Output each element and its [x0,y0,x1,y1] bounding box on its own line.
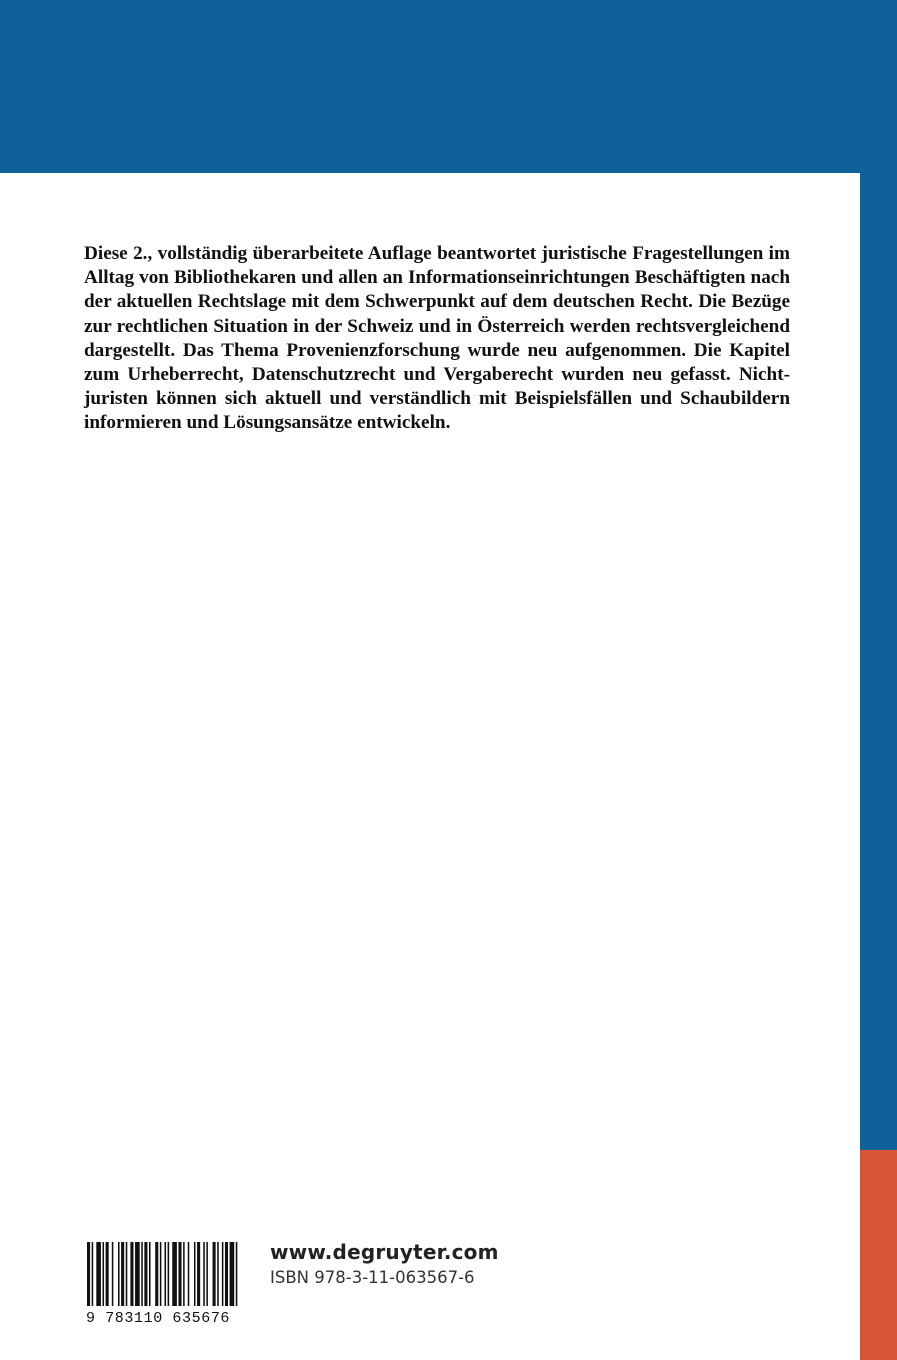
barcode-bar [165,1242,167,1306]
barcode-bar [206,1242,208,1306]
barcode-bar [203,1242,205,1306]
barcode-bar [92,1242,94,1306]
barcode-bar [144,1242,147,1306]
barcode-bar [225,1242,228,1306]
barcode-bar [160,1242,162,1306]
barcode-bar [130,1242,133,1306]
barcode-bar [118,1242,120,1306]
barcode-bar [112,1242,114,1306]
accent-strip [860,1150,897,1360]
blurb-text: Diese 2., vollständig überarbeitete Auflage beantwortet juristische Fragestellungen im Alltag von Bibliothekaren und allen an Informationseinrichtungen Beschäftigten nach der aktuellen Rechtslage mit dem Schwerpunkt auf dem deutschen Recht. Die Bezüge zur rechtlichen Situation in der Schweiz und in Österreich werden rechtsvergleichend dargestellt. Das Thema Provenienzforschung wurde neu aufgenommen. Die Kapitel zum Urheberrecht, Datenschutzrecht und Vergaberecht wurden neu gefasst. Nichtjuristen können sich aktuell und verständlich mit Beispielsfällen und Schaubildern informieren und Lösungsansätze entwickeln. [84,243,790,434]
publisher-url[interactable]: www.degruyter.com [270,1240,499,1264]
barcode-bar [126,1242,128,1306]
barcode-bar [213,1242,216,1306]
barcode-bar [155,1242,158,1306]
barcode-bar [188,1242,190,1306]
barcode-bar [230,1242,235,1306]
barcode-bar [236,1242,238,1306]
barcode-number: 9 783110 635676 [86,1308,242,1327]
barcode-bar [141,1242,143,1306]
barcode-bar [178,1242,181,1306]
barcode-bar [217,1242,219,1306]
barcode-bar [172,1242,177,1306]
barcode-bar [168,1242,170,1306]
barcode-bar [149,1242,151,1306]
barcode-bar [197,1242,200,1306]
barcode-bar [96,1242,101,1306]
barcode-bar [183,1242,185,1306]
barcode-bar [194,1242,196,1306]
barcode-bar [135,1242,140,1306]
barcode-bar [222,1242,224,1306]
barcode-bar [121,1242,124,1306]
barcode-bar [106,1242,109,1306]
barcode-bar [103,1242,105,1306]
isbn: ISBN 978-3-11-063567-6 [270,1268,475,1287]
barcode-bar [87,1242,90,1306]
